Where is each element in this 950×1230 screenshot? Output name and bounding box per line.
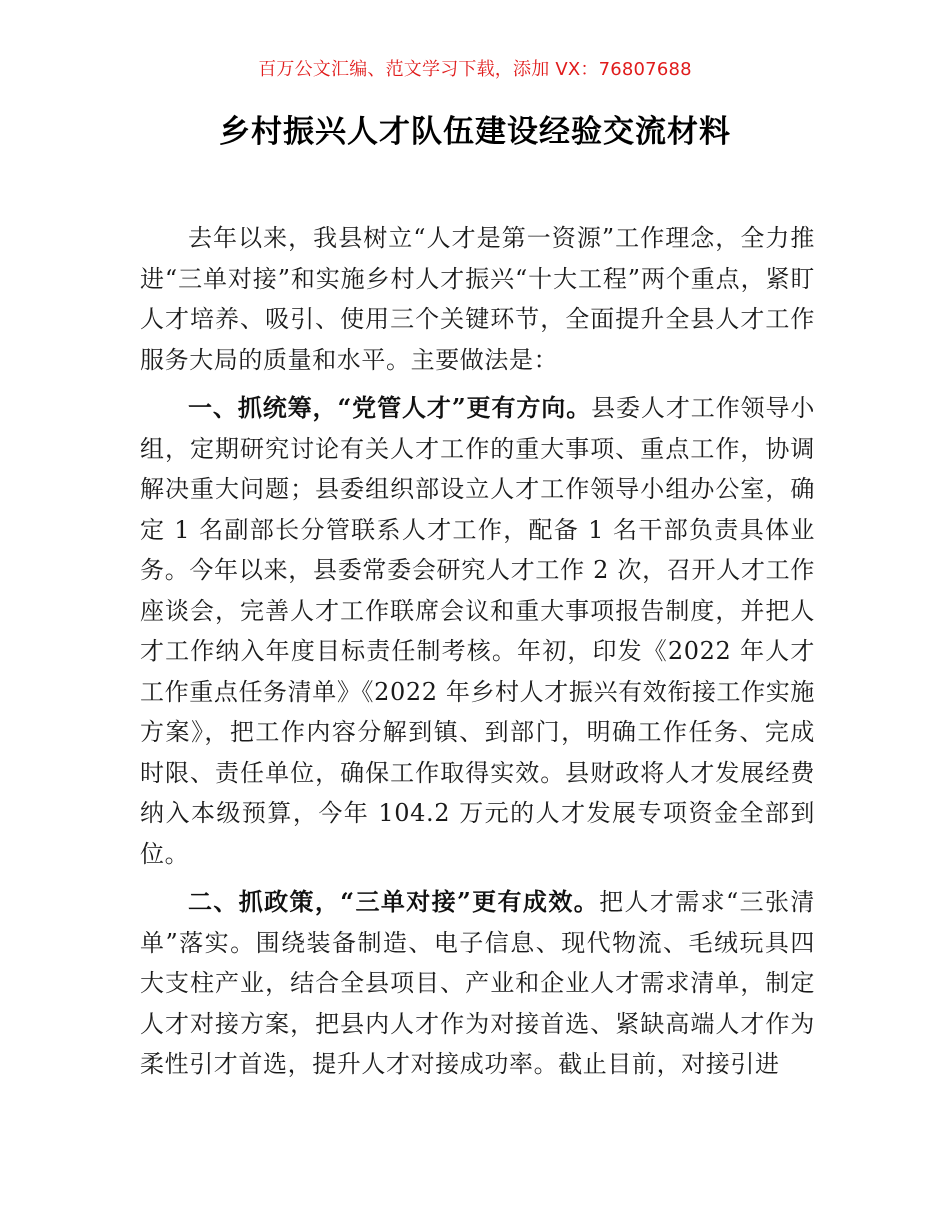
paragraph-section-1 (140, 388, 815, 874)
document-body (140, 218, 815, 1093)
paragraph-lead: 二、抓政策，“三单对接”更有成效。 (188, 887, 600, 916)
paragraph-text: 把人才需求“三张清单”落实。围绕装备制造、电子信息、现代物流、毛绒玩具四大支柱产业，结合全县项目、产业和企业人才需求清单，制定人才对接方案，把县内人才作为对接首选、紧缺高端人才作为柔性引才首选，提升人才对接成功率。截止目前，对接引进 (140, 888, 816, 1078)
document-title: 乡村振兴人才队伍建设经验交流材料 (219, 114, 731, 150)
paragraph-intro (140, 218, 815, 380)
paragraph-lead: 一、抓统筹，“党管人才”更有方向。 (188, 393, 592, 422)
paragraph-section-2 (140, 882, 815, 1085)
header-watermark-note: 百万公文汇编、范文学习下载，添加 VX：76807688 (258, 59, 692, 80)
paragraph-text: 县委人才工作领导小组，定期研究讨论有关人才工作的重大事项、重点工作，协调解决重大问题；县委组织部设立人才工作领导小组办公室，确定 1 名副部长分管联系人才工作，配备 1 名干部负责具体业务。今年以来，县委常委会研究人才工作 2 次，召开人才工作座谈会，完善人才工作联席会议和重大事项报告制度，并把人才工作纳入年度目标责任制考核。年初，印发《2022 年人才工作重点任务清单》《2022 年乡村人才振兴有效衔接工作实施方案》，把工作内容分解到镇、到部门，明确工作任务、完成时限、责任单位，确保工作取得实效。县财政将人才发展经费纳入本级预算，今年 104.2 万元的人才发展专项资金全部到位。 (140, 394, 815, 868)
paragraph-text: 去年以来，我县树立“人才是第一资源”工作理念，全力推进“三单对接”和实施乡村人才振兴“十大工程”两个重点，紧盯人才培养、吸引、使用三个关键环节，全面提升全县人才工作服务大局的质量和水平。主要做法是： (140, 224, 815, 374)
